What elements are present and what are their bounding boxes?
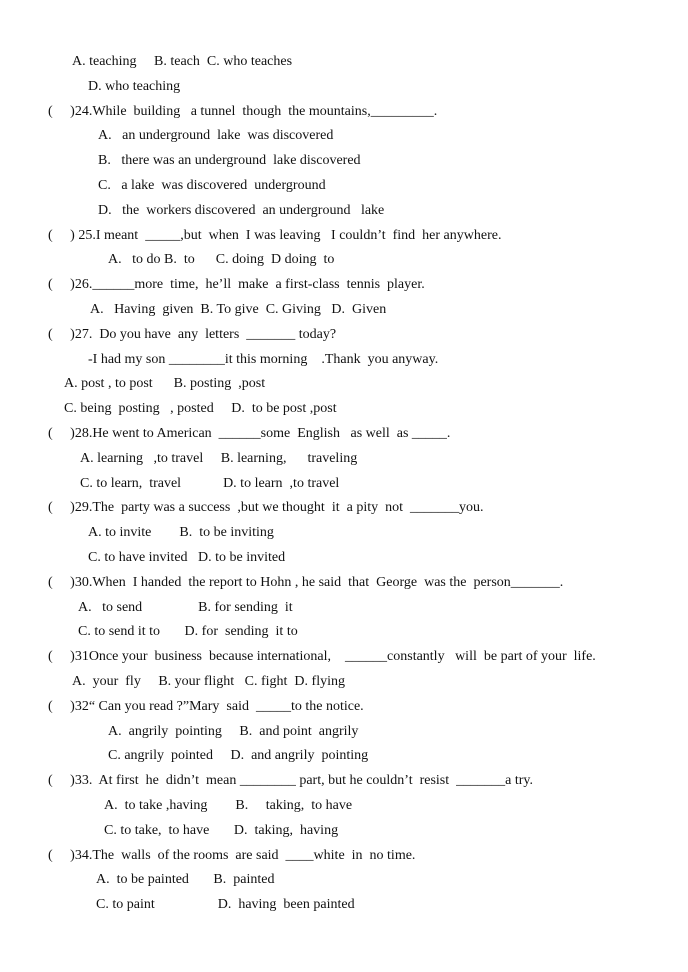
q28-options-ab: A. learning ,to travel B. learning, traveling [80, 451, 358, 466]
q30-options-ab: A. to send B. for sending it [78, 600, 293, 615]
q23-options-abc: A. teaching B. teach C. who teaches [72, 54, 293, 69]
q28-stem: ( )28.He went to American ______some English as well as _____. [48, 426, 451, 441]
q23-option-d: D. who teaching [88, 79, 181, 94]
q31-options: A. your fly B. your flight C. fight D. flying [72, 674, 345, 689]
q27-options-cd: C. being posting , posted D. to be post ,post [64, 401, 337, 416]
q27-stem-cont: -I had my son ________it this morning .Thank you anyway. [88, 352, 439, 367]
q29-stem: ( )29.The party was a success ,but we thought it a pity not _______you. [48, 500, 484, 515]
q33-options-ab: A. to take ,having B. taking, to have [104, 798, 353, 813]
q25-stem: ( ) 25.I meant _____,but when I was leaving I couldn’t find her anywhere. [48, 228, 502, 243]
q34-options-ab: A. to be painted B. painted [96, 872, 275, 887]
q32-stem: ( )32“ Can you read ?”Mary said _____to the notice. [48, 699, 364, 714]
q26-stem: ( )26.______more time, he’ll make a first-class tennis player. [48, 277, 425, 292]
q30-stem: ( )30.When I handed the report to Hohn , he said that George was the person_______. [48, 575, 564, 590]
q24-stem: ( )24.While building a tunnel though the mountains,_________. [48, 104, 438, 119]
q29-options-ab: A. to invite B. to be inviting [88, 525, 274, 540]
q26-options: A. Having given B. To give C. Giving D. Given [90, 302, 387, 317]
q32-options-cd: C. angrily pointed D. and angrily pointing [108, 748, 369, 763]
q24-option-c: C. a lake was discovered underground [98, 178, 326, 193]
q25-options: A. to do B. to C. doing D doing to [108, 252, 335, 267]
q24-option-b: B. there was an underground lake discovered [98, 153, 361, 168]
q33-options-cd: C. to take, to have D. taking, having [104, 823, 339, 838]
q27-options-ab: A. post , to post B. posting ,post [64, 376, 266, 391]
q34-stem: ( )34.The walls of the rooms are said ____white in no time. [48, 848, 416, 863]
q28-options-cd: C. to learn, travel D. to learn ,to travel [80, 476, 340, 491]
q32-options-ab: A. angrily pointing B. and point angrily [108, 724, 359, 739]
q31-stem: ( )31Once your business because international, ______constantly will be part of your life. [48, 649, 596, 664]
q30-options-cd: C. to send it to D. for sending it to [78, 624, 298, 639]
q34-options-cd: C. to paint D. having been painted [96, 897, 355, 912]
q33-stem: ( )33. At first he didn’t mean ________ part, but he couldn’t resist _______a try. [48, 773, 534, 788]
q29-options-cd: C. to have invited D. to be invited [88, 550, 286, 565]
q24-option-d: D. the workers discovered an underground lake [98, 203, 385, 218]
q27-stem: ( )27. Do you have any letters _______ today? [48, 327, 337, 342]
q24-option-a: A. an underground lake was discovered [98, 128, 334, 143]
